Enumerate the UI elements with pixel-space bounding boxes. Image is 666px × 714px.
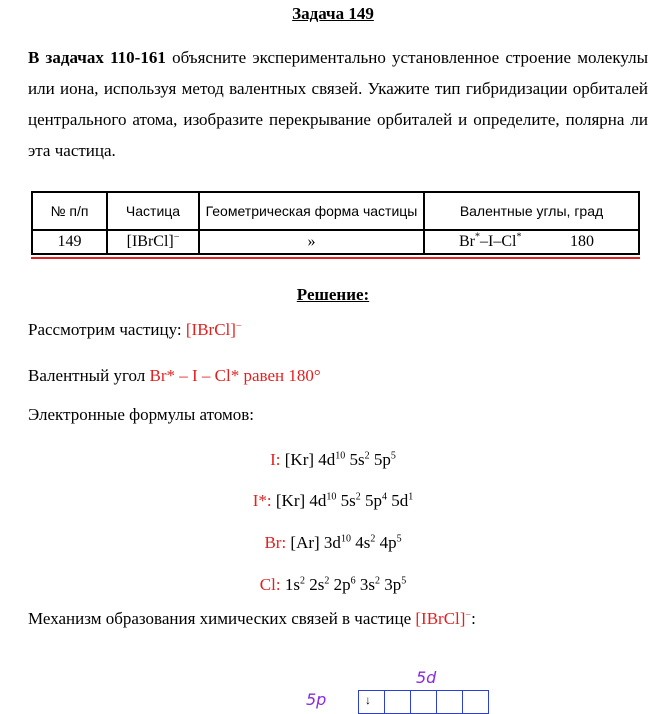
- formula-i-star: [0, 491, 666, 511]
- task-title: Задача 149: [292, 4, 374, 23]
- orbital-cell: [462, 690, 489, 714]
- formulas-label: Электронные формулы атомов:: [28, 405, 255, 424]
- electron-arrow-icon: ↓: [365, 693, 371, 707]
- header-angles: Валентные углы, град: [424, 192, 639, 230]
- mechanism-charge: −: [465, 609, 472, 621]
- part: 2p: [329, 575, 351, 594]
- angle-star-1: *: [475, 231, 480, 243]
- formula-i: [0, 450, 666, 470]
- formula-cl: [0, 575, 666, 595]
- sup: 10: [335, 450, 346, 462]
- sup: 6: [350, 575, 356, 587]
- orbital-cell: [358, 690, 384, 714]
- formula-i-label: I:: [270, 450, 281, 469]
- orbital-5p-label: 5p: [306, 690, 327, 709]
- formula-br-core: [Ar] 3d: [290, 533, 341, 552]
- cell-particle: [107, 230, 199, 254]
- part: 5s: [336, 491, 356, 510]
- mechanism-formula: [IBrCl]: [415, 609, 466, 628]
- formula-istar-label: I*:: [252, 491, 272, 510]
- problem-table: [31, 191, 640, 255]
- consider-formula: [IBrCl]: [185, 320, 236, 339]
- part: 5p: [360, 491, 383, 510]
- particle-formula: [IBrCl]: [126, 233, 174, 250]
- consider-line: [28, 320, 242, 340]
- sup: 2: [374, 575, 380, 587]
- task-statement: [28, 42, 648, 166]
- sup: 1: [408, 491, 414, 503]
- consider-label: Рассмотрим частицу:: [28, 320, 186, 339]
- sup: 4: [382, 491, 388, 503]
- table-header-row: [32, 192, 639, 230]
- angle-formula: [459, 231, 522, 250]
- mechanism-label: Механизм образования химических связей в частице: [28, 609, 416, 628]
- part: 2s: [304, 575, 325, 594]
- formula-i-core: [Kr] 4d: [284, 450, 336, 469]
- formula-br-label: Br:: [264, 533, 287, 552]
- sup: 2: [299, 575, 305, 587]
- orbital-diagram-5d: [358, 690, 489, 714]
- angle-line-value: Br* – I – Cl* равен 180°: [149, 366, 321, 385]
- table-row: [32, 230, 639, 254]
- part: 1s: [284, 575, 300, 594]
- orbital-cell: [384, 690, 410, 714]
- cell-angle: [424, 230, 639, 254]
- formula-br: [0, 533, 666, 553]
- part: 4s: [350, 533, 371, 552]
- sup: 10: [340, 533, 351, 545]
- consider-value: [186, 320, 242, 339]
- angle-star-2: *: [516, 231, 522, 243]
- angle-line: [28, 366, 321, 386]
- sup: 10: [326, 491, 337, 503]
- part: 5s: [345, 450, 365, 469]
- header-num: № п/п: [32, 192, 107, 230]
- part: 5p: [369, 450, 391, 469]
- solution-title: Решение:: [296, 285, 370, 304]
- consider-charge: −: [235, 320, 242, 332]
- header-shape: Геометрическая форма частицы: [199, 192, 424, 230]
- formula-istar-core: [Kr] 4d: [275, 491, 327, 510]
- mechanism-value: [415, 609, 471, 628]
- sup: 2: [324, 575, 330, 587]
- part: 3p: [379, 575, 402, 594]
- sup: 5: [396, 533, 402, 545]
- part: 5d: [387, 491, 409, 510]
- orbital-cell: [410, 690, 436, 714]
- angle-line-label: Валентный угол: [28, 366, 150, 385]
- angle-icl: –I–Cl: [480, 233, 517, 250]
- orbital-cell: [436, 690, 462, 714]
- angle-value: 180: [570, 233, 594, 250]
- part: 3s: [355, 575, 375, 594]
- sup: 2: [364, 450, 370, 462]
- sup: 5: [401, 575, 407, 587]
- sup: 2: [370, 533, 376, 545]
- mechanism-line: [28, 609, 476, 629]
- cell-num: 149: [32, 230, 107, 254]
- red-underline: [31, 257, 640, 259]
- part: 4p: [375, 533, 397, 552]
- sup: 2: [355, 491, 361, 503]
- task-range: В задачах 110-161: [28, 48, 166, 67]
- particle-charge: −: [173, 231, 180, 243]
- mechanism-colon: :: [471, 609, 476, 628]
- angle-br: Br: [459, 233, 475, 250]
- formula-cl-label: Cl:: [259, 575, 281, 594]
- header-particle: Частица: [107, 192, 199, 230]
- task-text: объясните экспериментально установленное строение молекулы или иона, используя метод валентных связей. Укажите тип гибридизации орбиталей центрального атома, изобразите перекрывание орбиталей и определите, полярна ли эта частица.: [28, 48, 648, 160]
- cell-shape: »: [199, 230, 424, 254]
- sup: 5: [390, 450, 396, 462]
- orbital-5d-label: 5d: [416, 668, 437, 687]
